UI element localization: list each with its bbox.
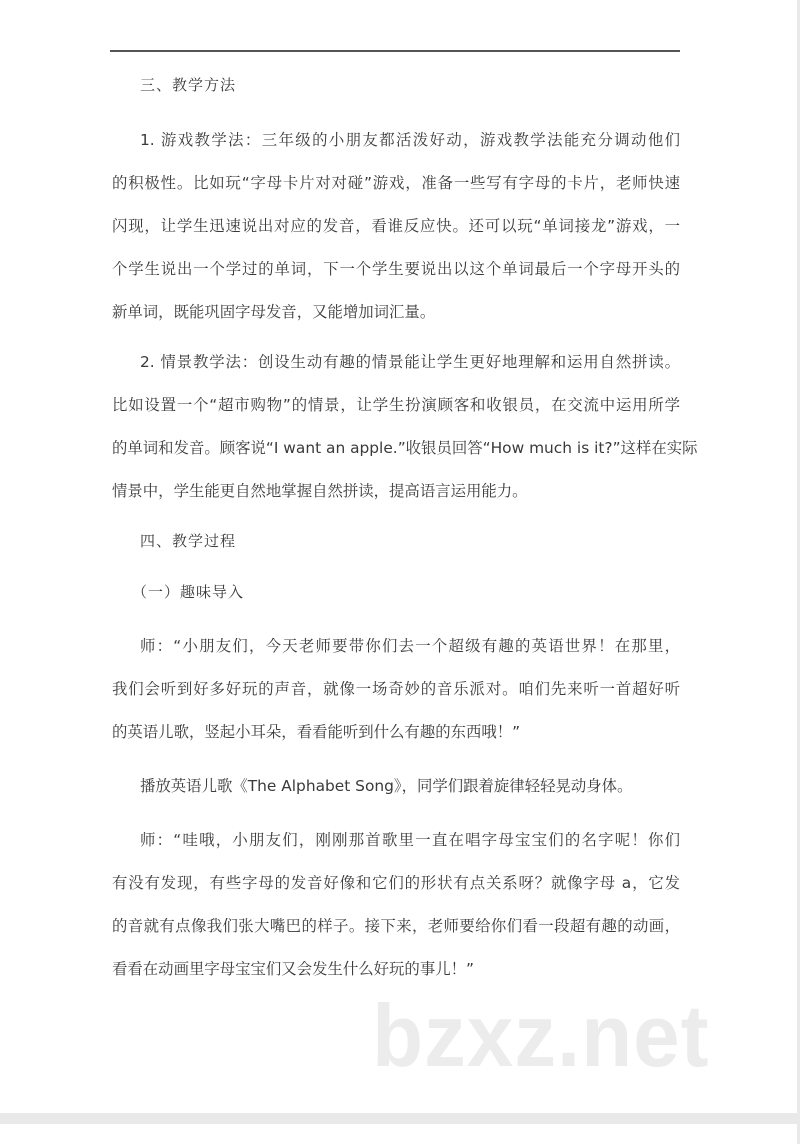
paragraph-game-method — [112, 119, 680, 334]
line: 播放英语儿歌《The Alphabet Song》，同学们跟着旋律轻轻晃动身体。 — [140, 777, 633, 795]
subheading-text: （一）趣味导入 — [132, 583, 245, 601]
line: 闪现，让学生迅速说出对应的发音，看谁反应快。还可以玩“单词接龙”游戏，一 — [112, 217, 680, 235]
line: 的音就有点像我们张大嘴巴的样子。接下来，老师要给你们看一段超有趣的动画， — [112, 917, 680, 935]
line: 的英语儿歌，竖起小耳朵，看看能听到什么有趣的东西哦！” — [112, 723, 521, 741]
line: 1. 游戏教学法：三年级的小朋友都活泼好动，游戏教学法能充分调动他们 — [140, 131, 680, 149]
line: 2. 情景教学法：创设生动有趣的情景能让学生更好地理解和运用自然拼读。 — [140, 353, 680, 371]
line: 比如设置一个“超市购物”的情景，让学生扮演顾客和收银员，在交流中运用所学 — [112, 396, 680, 414]
line: 情景中，学生能更自然地掌握自然拼读，提高语言运用能力。 — [112, 482, 528, 500]
paragraph-play-song — [112, 765, 680, 808]
next-page — [0, 1124, 797, 1144]
paragraph-teacher-intro — [112, 625, 680, 754]
line: 师：“哇哦，小朋友们，刚刚那首歌里一直在唱字母宝宝们的名字呢！你们 — [140, 831, 680, 849]
paragraph-teacher-followup — [112, 819, 680, 991]
line: 的单词和发音。顾客说“I want an apple.”收银员回答“How much is it?”这样在实际 — [112, 439, 698, 457]
section-heading-teaching-methods — [112, 64, 680, 107]
subheading-fun-intro — [112, 571, 680, 614]
watermark: bzxz.net — [372, 986, 710, 1085]
header-rule — [110, 50, 680, 52]
line: 我们会听到好多好玩的声音，就像一场奇妙的音乐派对。咱们先来听一首超好听 — [112, 680, 680, 698]
line: 个学生说出一个学过的单词，下一个学生要说出以这个单词最后一个字母开头的 — [112, 260, 680, 278]
heading-text: 四、教学过程 — [140, 532, 237, 550]
line: 的积极性。比如玩“字母卡片对对碰”游戏，准备一些写有字母的卡片，老师快速 — [112, 174, 680, 192]
line: 有没有发现，有些字母的发音好像和它们的形状有点关系呀？就像字母 a，它发 — [112, 874, 680, 892]
line: 师：“小朋友们，今天老师要带你们去一个超级有趣的英语世界！在那里， — [140, 637, 680, 655]
line: 新单词，既能巩固字母发音，又能增加词汇量。 — [112, 303, 436, 321]
heading-text: 三、教学方法 — [140, 76, 237, 94]
paragraph-situation-method — [112, 341, 698, 513]
line: 看看在动画里字母宝宝们又会发生什么好玩的事儿！” — [112, 960, 474, 978]
section-heading-teaching-process — [112, 520, 680, 563]
